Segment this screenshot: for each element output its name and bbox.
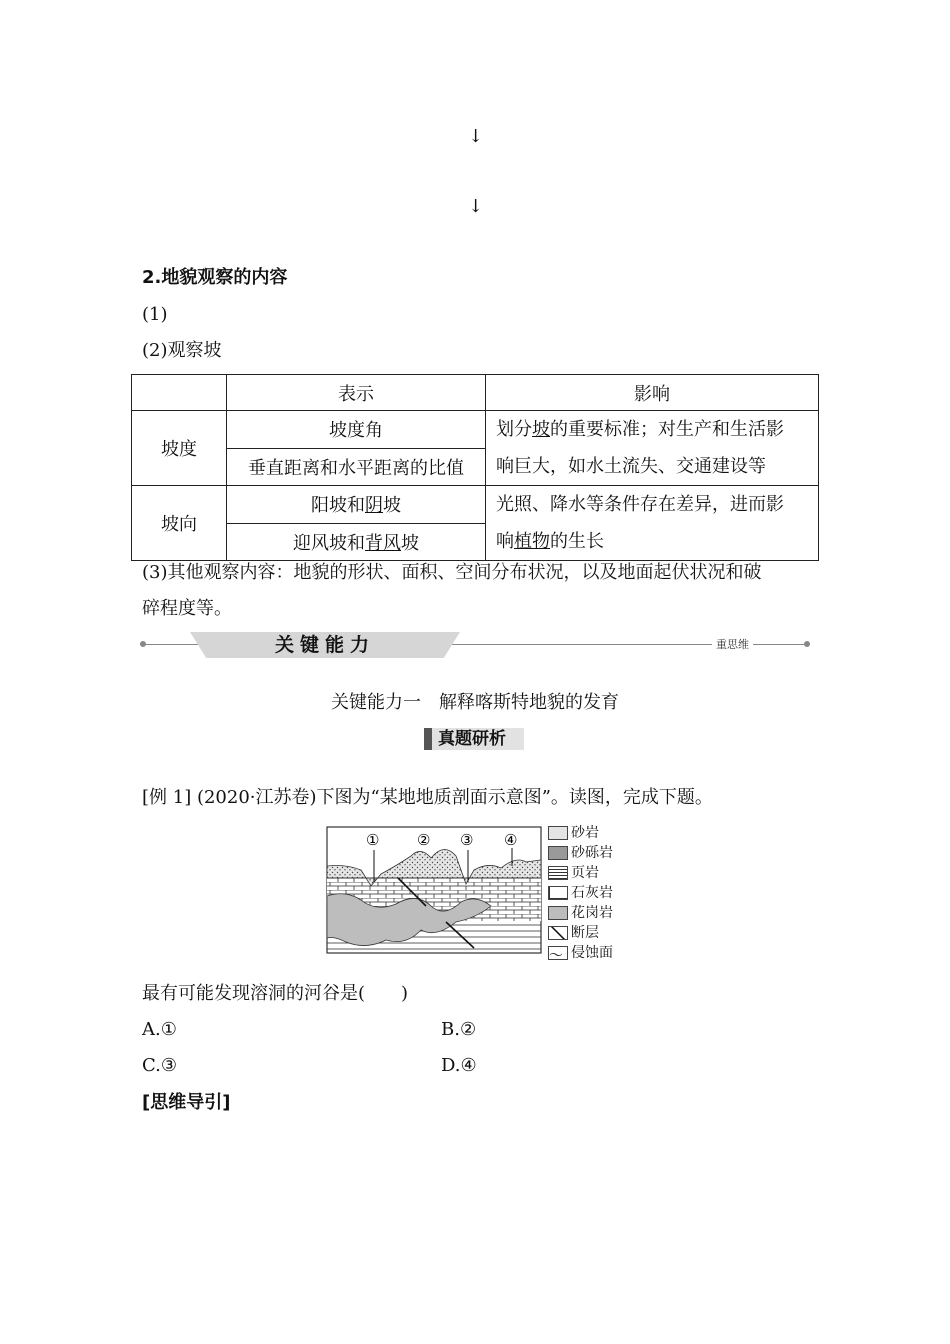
- table-header-cell: 影响: [486, 375, 819, 411]
- legend-item: 花岗岩: [548, 904, 613, 922]
- question-text: 最有可能发现溶洞的河谷是( ): [142, 983, 409, 1004]
- example-text: (2020·江苏卷)下图为“某地地质剖面示意图”。读图，完成下题。: [191, 787, 713, 808]
- slope-aspect-label: 坡向: [132, 486, 227, 561]
- slope-degree-label: 坡度: [132, 411, 227, 486]
- thinking-guide: [思维导引]: [142, 1092, 231, 1113]
- legend-item: 砂砾岩: [548, 844, 613, 862]
- option-d[interactable]: D.④: [441, 1055, 477, 1076]
- valley-marker-3: ③: [460, 831, 474, 849]
- example-line: [142, 786, 713, 810]
- banner-right-label: 重思维: [712, 636, 753, 652]
- slope-degree-effect: 划分坡的重要标准；对生产和生活影 响巨大，如水土流失、交通建设等: [486, 411, 819, 486]
- down-arrow-icon: ↓: [468, 126, 484, 147]
- option-a[interactable]: A.①: [142, 1019, 177, 1040]
- item-3-line-1: (3)其他观察内容：地貌的形状、面积、空间分布状况，以及地面起伏状况和破: [142, 562, 762, 583]
- legend-item: 石灰岩: [548, 884, 613, 902]
- item-3-line-2: 碎程度等。: [142, 598, 232, 619]
- legend-item: 页岩: [548, 864, 599, 882]
- item-2: (2)观察坡: [142, 340, 222, 361]
- valley-marker-4: ④: [504, 831, 518, 849]
- legend-item: 断层: [548, 924, 599, 942]
- table-cell: 垂直距离和水平距离的比值: [227, 448, 486, 486]
- table-header-row: [132, 375, 819, 411]
- down-arrow-icon: ↓: [468, 196, 484, 217]
- table-header-cell: [132, 375, 227, 411]
- option-b[interactable]: B.②: [441, 1019, 477, 1040]
- table-header-cell: 表示: [227, 375, 486, 411]
- slope-aspect-effect: 光照、降水等条件存在差异，进而影 响植物的生长: [486, 486, 819, 561]
- section-heading: 2.地貌观察的内容: [142, 267, 288, 288]
- slope-table: [131, 374, 819, 561]
- zhenti-tag: [424, 726, 524, 752]
- table-cell: 迎风坡和背风坡: [227, 523, 486, 561]
- item-1: (1): [142, 304, 168, 325]
- ability-title: 关键能力一 解释喀斯特地貌的发育: [331, 692, 619, 713]
- legend-item: 〜 侵蚀面: [549, 945, 613, 964]
- table-row: [132, 411, 819, 449]
- geologic-section-figure: [326, 826, 542, 954]
- valley-marker-2: ②: [417, 831, 431, 849]
- table-cell: 坡度角: [227, 411, 486, 449]
- zhenti-label: 真题研析: [438, 729, 506, 749]
- table-cell: 阳坡和阴坡: [227, 486, 486, 524]
- table-row: [132, 486, 819, 524]
- option-c[interactable]: C.③: [142, 1055, 177, 1076]
- valley-marker-1: ①: [366, 831, 380, 849]
- legend-item: 砂岩: [548, 824, 599, 842]
- key-ability-banner: [140, 630, 810, 660]
- banner-title: 关键能力: [274, 634, 375, 656]
- example-label: [例 1]: [142, 787, 192, 808]
